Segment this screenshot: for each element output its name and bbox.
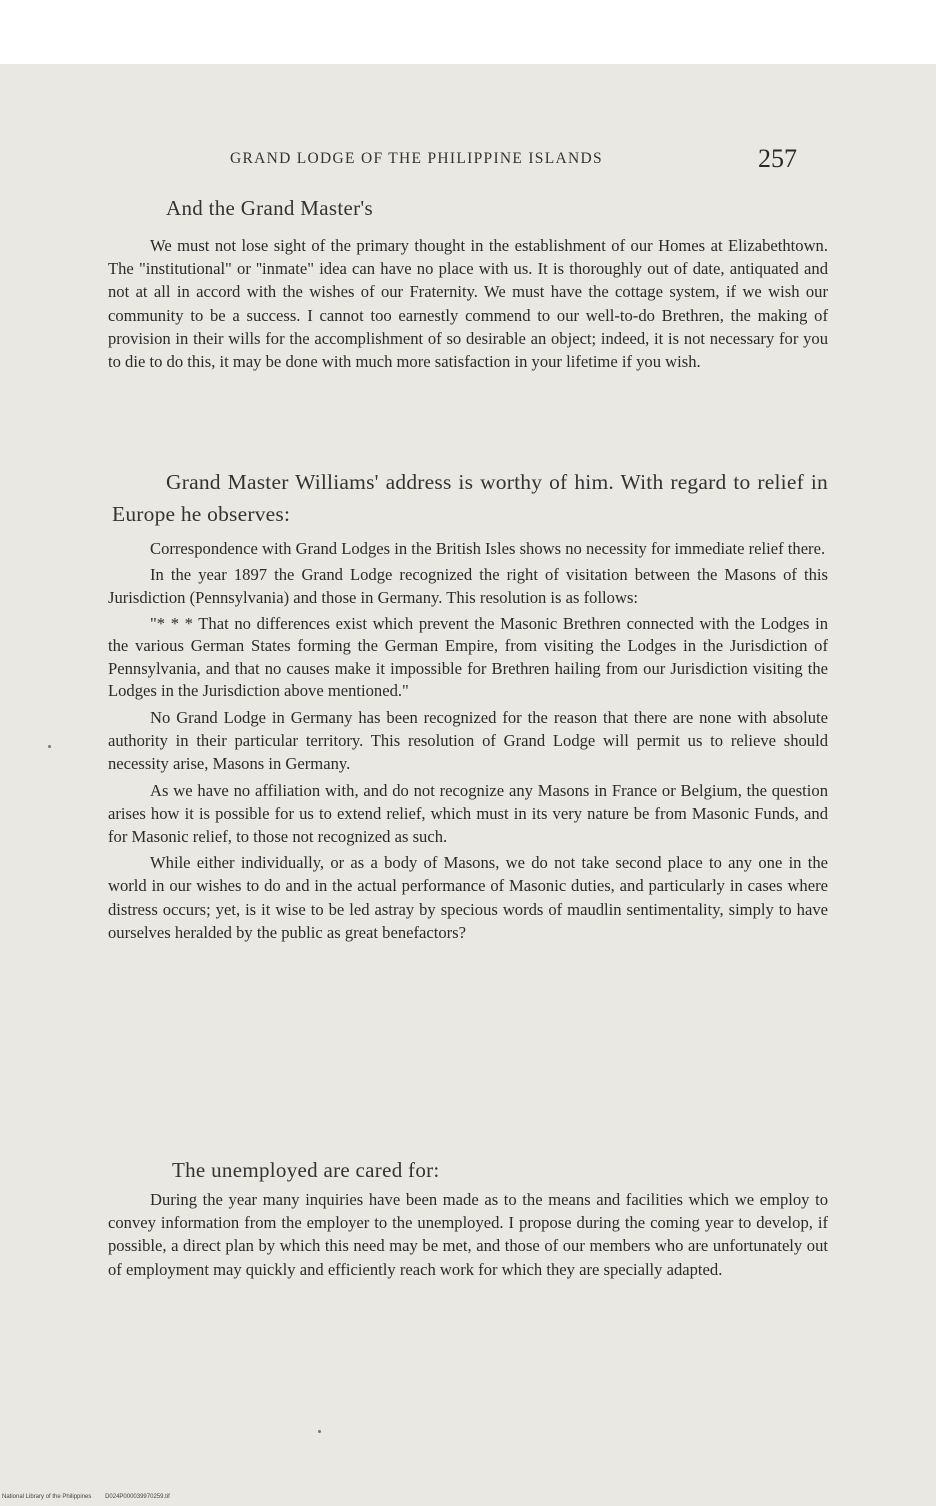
paragraph-germany: No Grand Lodge in Germany has been recognized for the reason that there are none with absolute authority in their particular territory. This resolution of Grand Lodge will permit us to relieve should necessity arise, Masons in Germany.	[108, 707, 828, 774]
paragraph-1897-resolution: In the year 1897 the Grand Lodge recognized the right of visitation between the Masons of this Jurisdiction (Pennsylvania) and those in Germany. This resolution is as follows:	[108, 565, 828, 608]
paragraph-british-isles: Correspondence with Grand Lodges in the British Isles shows no necessity for immediate relief there.	[150, 539, 826, 558]
scan-speck	[48, 745, 51, 748]
paragraph-homes: We must not lose sight of the primary thought in the establishment of our Homes at Elizabethtown. The "institutional" or ''inmate" idea can have no place with us. It is thoroughly out of date, antiquated and not at all in accord with the wishes of our Fraternity. We must have the cottage system, if we wish our community to be a success. I cannot too earnestly commend to our well-to-do Brethren, the making of provision in their wills for the accomplishment of so desirable an object; indeed, it is not necessary for you to die to do this, it may be done with much more satisfaction in your lifetime if you wish.	[108, 236, 828, 372]
library-credit: National Library of the Philippines	[2, 1494, 92, 1500]
scan-speck	[318, 1430, 321, 1433]
grand-master-quote-block	[108, 234, 828, 373]
relief-europe-block	[108, 537, 828, 944]
page-number: 257	[758, 144, 797, 173]
running-title: GRAND LODGE OF THE PHILIPPINE ISLANDS	[230, 150, 603, 167]
paragraph-masonic-duties: While either individually, or as a body of Masons, we do not take second place to any one in the world in our wishes to do and in the actual performance of Masonic duties, and particularly in cases where distress occurs; yet, is it wise to be led astray by specious words of maudlin sentimentality, simply to have ourselves heralded by the public as great benefactors?	[108, 853, 828, 942]
resolution-quote: "* * * That no differences exist which prevent the Masonic Brethren connected with the Lodges in the various German States forming the German Empire, from visiting the Lodges in the Jurisdiction of Pennsylvania, and that no causes make it impossible for Brethren hailing from our Jurisdiction visiting the Lodges in the Jurisdiction above mentioned."	[108, 613, 828, 701]
section-heading-unemployed: The unemployed are cared for:	[172, 1158, 440, 1182]
scan-credit	[2, 1494, 170, 1500]
unemployed-block	[108, 1188, 828, 1281]
running-header	[230, 144, 830, 173]
paragraph-unemployed: During the year many inquiries have been made as to the means and facilities which we employ to convey information from the employer to the unemployed. I propose during the coming year to develop, if possible, a direct plan by which this need may be met, and those of our members who are unfortunately out of employment may quickly and efficiently reach work for which they are specially adapted.	[108, 1190, 828, 1279]
section-heading-grand-master: And the Grand Master's	[166, 196, 373, 220]
scan-identifier: D024P000039970259.tif	[105, 1494, 170, 1500]
williams-address-intro: Grand Master Williams' address is worthy of him. With regard to relief in Europe he observes:	[112, 470, 828, 526]
scan-top-margin	[0, 0, 936, 64]
paragraph-france-belgium: As we have no affiliation with, and do not recognize any Masons in France or Belgium, the question arises how it is possible for us to extend relief, which must in its very nature be from Masonic Funds, and for Masonic relief, to those not recognized as such.	[108, 780, 828, 846]
